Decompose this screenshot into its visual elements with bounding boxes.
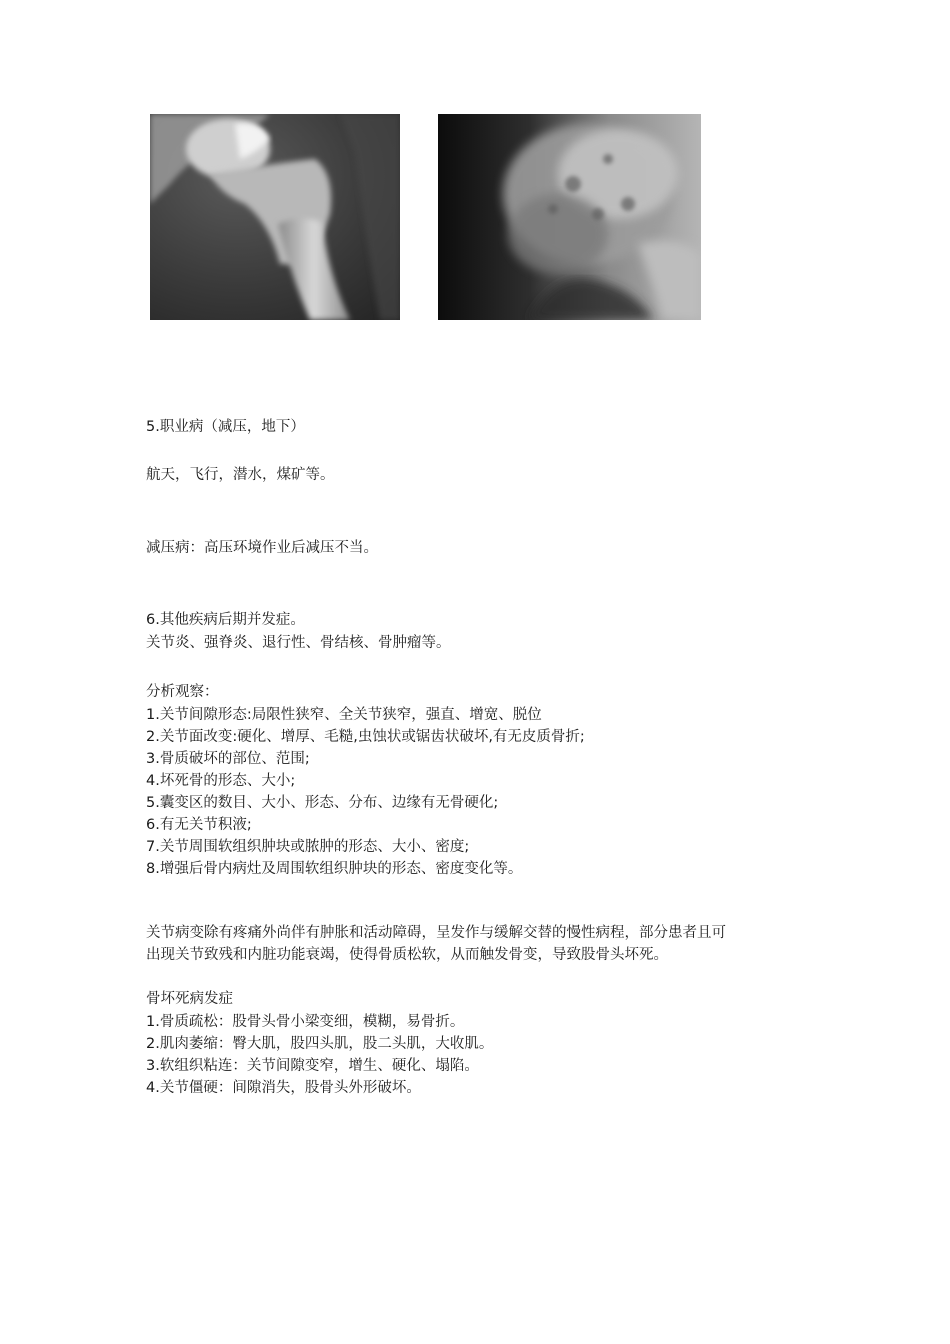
analysis-item: 5.囊变区的数目、大小、形态、分布、边缘有无骨硬化; [146,795,499,811]
paragraph-line: 关节病变除有疼痛外尚伴有肿胀和活动障碍，呈发作与缓解交替的慢性病程，部分患者且可 [146,925,726,941]
joint-disease-paragraph [146,922,816,966]
hip-xray-femur-image [150,114,400,320]
section5-decompression: 减压病：高压环境作业后减压不当。 [146,540,378,556]
complications-heading: 骨坏死病发症 [146,991,233,1007]
analysis-item: 3.骨质破坏的部位、范围; [146,751,310,767]
analysis-item: 8.增强后骨内病灶及周围软组织肿块的形态、密度变化等。 [146,861,523,877]
complication-item: 1.骨质疏松：股骨头骨小梁变细，模糊，易骨折。 [146,1014,465,1030]
complication-item: 3.软组织粘连：关节间隙变窄，增生、硬化、塌陷。 [146,1058,479,1074]
complications-list [146,1011,816,1099]
hip-xray-joint-image [438,114,701,320]
complication-item: 4.关节僵硬：间隙消失，股骨头外形破坏。 [146,1080,421,1096]
analysis-heading: 分析观察： [146,684,219,700]
analysis-item: 2.关节面改变:硬化、增厚、毛糙,虫蚀状或锯齿状破坏,有无皮质骨折; [146,729,585,745]
analysis-item: 7.关节周围软组织肿块或脓肿的形态、大小、密度; [146,839,470,855]
analysis-item: 4.坏死骨的形态、大小; [146,773,296,789]
section6-examples: 关节炎、强脊炎、退行性、骨结核、骨肿瘤等。 [146,635,451,651]
section5-examples: 航天，飞行，潜水，煤矿等。 [146,467,335,483]
analysis-list [146,704,816,880]
section6-heading: 6.其他疾病后期并发症。 [146,612,305,628]
analysis-item: 1.关节间隙形态:局限性狭窄、全关节狭窄，强直、增宽、脱位 [146,707,542,723]
section5-heading: 5.职业病（减压，地下） [146,419,305,435]
paragraph-line: 出现关节致残和内脏功能衰竭，使得骨质松软，从而触发骨变，导致股骨头坏死。 [146,947,668,963]
analysis-item: 6.有无关节积液; [146,817,252,833]
complication-item: 2.肌肉萎缩：臀大肌，股四头肌，股二头肌，大收肌。 [146,1036,494,1052]
